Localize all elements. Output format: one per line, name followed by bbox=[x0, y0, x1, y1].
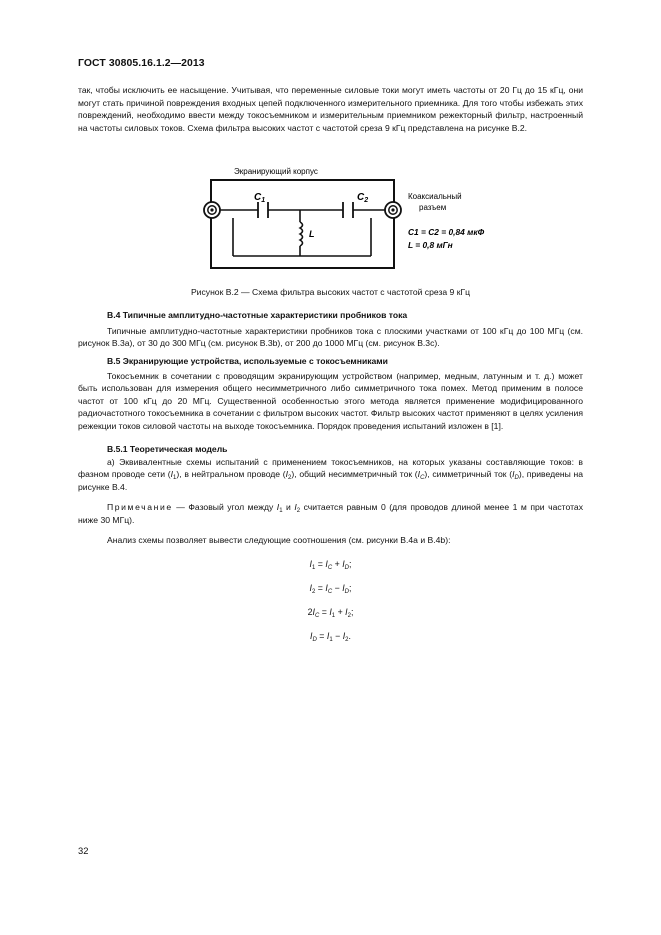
enclosure-label: Экранирующий корпус bbox=[234, 167, 318, 176]
equation-1: $I_1 = I_C + I_D$; bbox=[309, 559, 352, 571]
figure-caption: Рисунок В.2 — Схема фильтра высоких частот с частотой среза 9 кГц bbox=[190, 287, 471, 297]
section-b51-heading: В.5.1 Теоретическая модель bbox=[107, 444, 228, 454]
inductance-value: L = 0,8 мГн bbox=[408, 240, 453, 250]
connector-label-line2: разъем bbox=[419, 203, 447, 212]
filter-schematic-figure bbox=[0, 164, 661, 284]
capacitor-c2-symbol bbox=[343, 202, 353, 218]
section-b5-text: Токосъемник в сочетании с проводящим экранирующим устройством (например, медным, латунным и т. д.) может быть использован для измерения общего несимметричного либо симметричного тока помех. Метод применим в полосе частот от 100 кГц до 20 МГц. Существенной особенностью этого метода является применение модифицированного радиочастотного токосъемника в сочетании с фильтром высоких частот. Фильтр высоких частот применяют в целях усиления режекции токов силовой частоты на выходе токосъемника. Порядок проведения испытаний изложен в [1]. bbox=[78, 370, 583, 431]
page-number: 32 bbox=[78, 845, 89, 856]
intro-paragraph: так, чтобы исключить ее насыщение. Учитывая, что переменные силовые токи могут иметь частоты от 20 Гц до 15 кГц, они могут стать причиной повреждения входных цепей подключенного измерительного приемника. Для того чтобы избежать этих повреждений, необходимо ввести между токосъемником и измерительным приемником режекторный фильтр, настроенный на частоты силовых токов. Схема фильтра высоких частот с частотой среза 9 кГц представлена на рисунке В.2. bbox=[78, 85, 583, 133]
section-b5 bbox=[78, 355, 583, 432]
intro-section bbox=[78, 84, 583, 134]
capacitance-value: C1 = C2 = 0,84 мкФ bbox=[408, 227, 485, 237]
analysis-paragraph: Анализ схемы позволяет вывести следующие соотношения (см. рисунки В.4а и В.4b): bbox=[107, 535, 451, 545]
c1-label: $C_1$ bbox=[254, 192, 266, 204]
inductor-symbol bbox=[300, 210, 303, 256]
connector-label-line1: Коаксиальный bbox=[408, 192, 462, 201]
note-paragraph: Примечание — Фазовый угол между $I_1$ и $I_2$ считается равным 0 (для проводов длиной менее 1 м при частотах ниже 30 МГц). bbox=[78, 502, 583, 525]
document-header: ГОСТ 30805.16.1.2—2013 bbox=[78, 58, 205, 69]
section-b4 bbox=[78, 309, 583, 350]
section-b51 bbox=[78, 443, 583, 547]
note-label: Примечание bbox=[107, 502, 173, 512]
equation-2: $I_2 = I_C - I_D$; bbox=[309, 583, 352, 595]
section-b4-heading: В.4 Типичные амплитудно-частотные характеристики пробников тока bbox=[107, 310, 408, 320]
capacitor-c1-symbol bbox=[258, 202, 268, 218]
item-a-paragraph: а) Эквивалентные схемы испытаний с применением токосъемников, на которых указаны составляющие токов: в фазном проводе сети $(I_1)$, в нейтральном проводе $(I_2)$, общий несимметричный ток $(I_C)$, симметричный ток $(I_D)$, приведены на рисунке В.4. bbox=[78, 456, 584, 492]
section-b4-text: Типичные амплитудно-частотные характеристики пробников тока с плоскими участками от 100 кГц до 100 МГц (см. рисунок В.3а), от 30 до 300 МГц (см. рисунок В.3b), от 200 до 1000 МГц (см. рисунок В.3с). bbox=[78, 325, 583, 348]
left-coax-connector bbox=[204, 202, 220, 218]
equation-4: $I_D = I_1 - I_2$. bbox=[310, 631, 351, 643]
c2-label: $C_2$ bbox=[357, 192, 369, 204]
right-coax-connector bbox=[385, 202, 401, 218]
equation-3: $2I_C = I_1 + I_2$; bbox=[307, 607, 354, 619]
inductor-label: L bbox=[309, 229, 315, 239]
section-b5-heading: В.5 Экранирующие устройства, используемые с токосъемниками bbox=[107, 356, 388, 366]
